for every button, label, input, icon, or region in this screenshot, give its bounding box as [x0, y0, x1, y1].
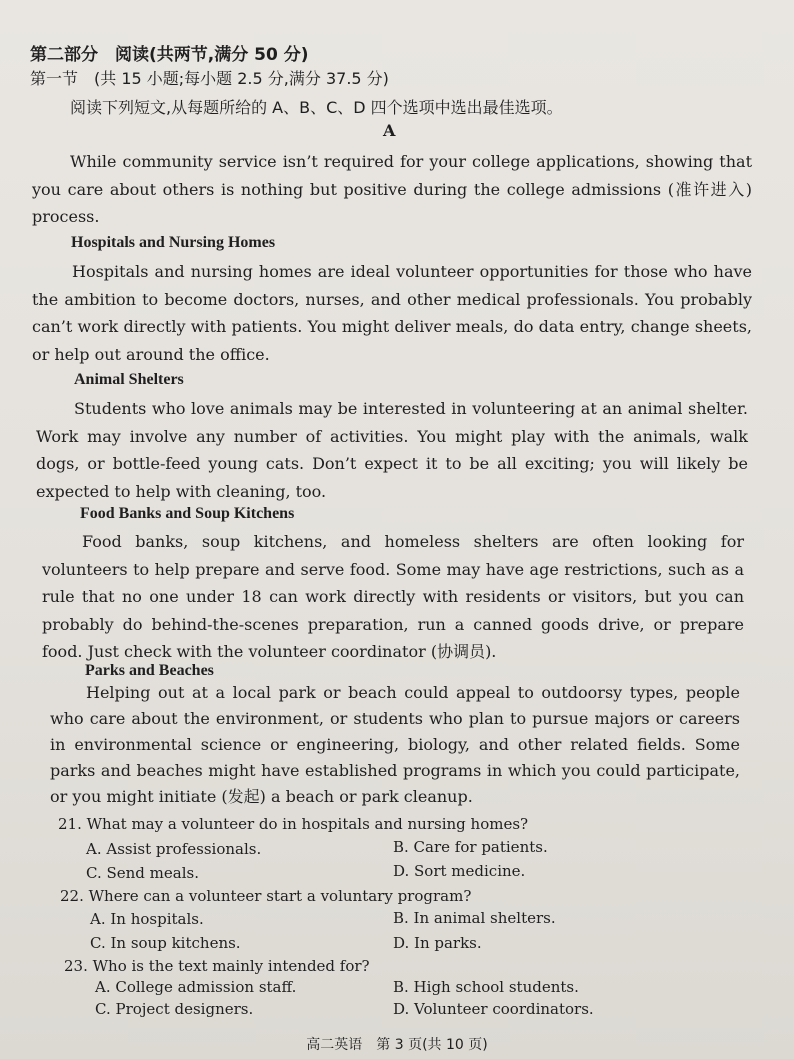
- section-heading-animals: Animal Shelters: [74, 371, 184, 388]
- part-heading: 第二部分 阅读(共两节,满分 50 分): [30, 45, 309, 65]
- question-23-option-c: C. Project designers.: [95, 1000, 254, 1018]
- question-23-stem: 23. Who is the text mainly intended for?: [64, 957, 370, 975]
- page-footer: 高二英语 第 3 页(共 10 页): [306, 1037, 488, 1053]
- question-22-option-c: C. In soup kitchens.: [90, 934, 241, 952]
- section-heading-food: Food Banks and Soup Kitchens: [80, 505, 295, 522]
- passage-letter: A: [383, 121, 396, 140]
- passage-intro: While community service isn’t required for your college applications, showing that you care about others is nothing but positive during the college admissions (准许进入) process.: [32, 152, 752, 226]
- question-21-option-a: A. Assist professionals.: [86, 840, 262, 858]
- question-23-option-a: A. College admission staff.: [95, 978, 297, 996]
- section-heading-parks: Parks and Beaches: [85, 662, 214, 679]
- section-heading: 第一节 (共 15 小题;每小题 2.5 分,满分 37.5 分): [30, 69, 389, 88]
- section-heading-hospitals: Hospitals and Nursing Homes: [71, 234, 276, 251]
- question-22-stem: 22. Where can a volunteer start a voluntary program?: [60, 887, 472, 905]
- question-21-stem: 21. What may a volunteer do in hospitals and nursing homes?: [58, 815, 529, 833]
- question-21-option-b: B. Care for patients.: [393, 838, 548, 856]
- question-21-option-d: D. Sort medicine.: [393, 862, 526, 880]
- question-23-option-b: B. High school students.: [393, 978, 579, 996]
- question-22-option-b: B. In animal shelters.: [393, 909, 556, 927]
- instructions: 阅读下列短文,从每题所给的 A、B、C、D 四个选项中选出最佳选项。: [70, 98, 563, 117]
- section-text-animals: Students who love animals may be interested in volunteering at an animal shelter. Work may involve any number of activities. You might play with the animals, walk dogs, or bottle-feed young cats. Don’t expect it to be all exciting; you will likely be expected to help with cleaning, too.: [36, 399, 748, 501]
- section-text-food: Food banks, soup kitchens, and homeless shelters are often looking for volunteers to help prepare and serve food. Some may have age restrictions, such as a rule that no one under 18 can work directly with residents or visitors, but you can probably do behind-the-scenes preparation, run a canned goods drive, or prepare food. Just check with the volunteer coordinator (协调员).: [42, 532, 744, 661]
- question-22-option-a: A. In hospitals.: [90, 910, 204, 928]
- question-23-option-d: D. Volunteer coordinators.: [393, 1000, 594, 1018]
- section-text-hospitals: Hospitals and nursing homes are ideal volunteer opportunities for those who have the ambition to become doctors, nurses, and other medical professionals. You probably can’t work directly with patients. You might deliver meals, do data entry, change sheets, or help out around the office.: [32, 262, 752, 364]
- question-21-option-c: C. Send meals.: [86, 864, 199, 882]
- section-text-parks: Helping out at a local park or beach could appeal to outdoorsy types, people who care about the environment, or students who plan to pursue majors or careers in environmental science or engineering, biology, and other related fields. Some parks and beaches might have established programs in which you could participate, or you might initiate (发起) a beach or park cleanup.: [50, 683, 740, 806]
- question-22-option-d: D. In parks.: [393, 934, 482, 952]
